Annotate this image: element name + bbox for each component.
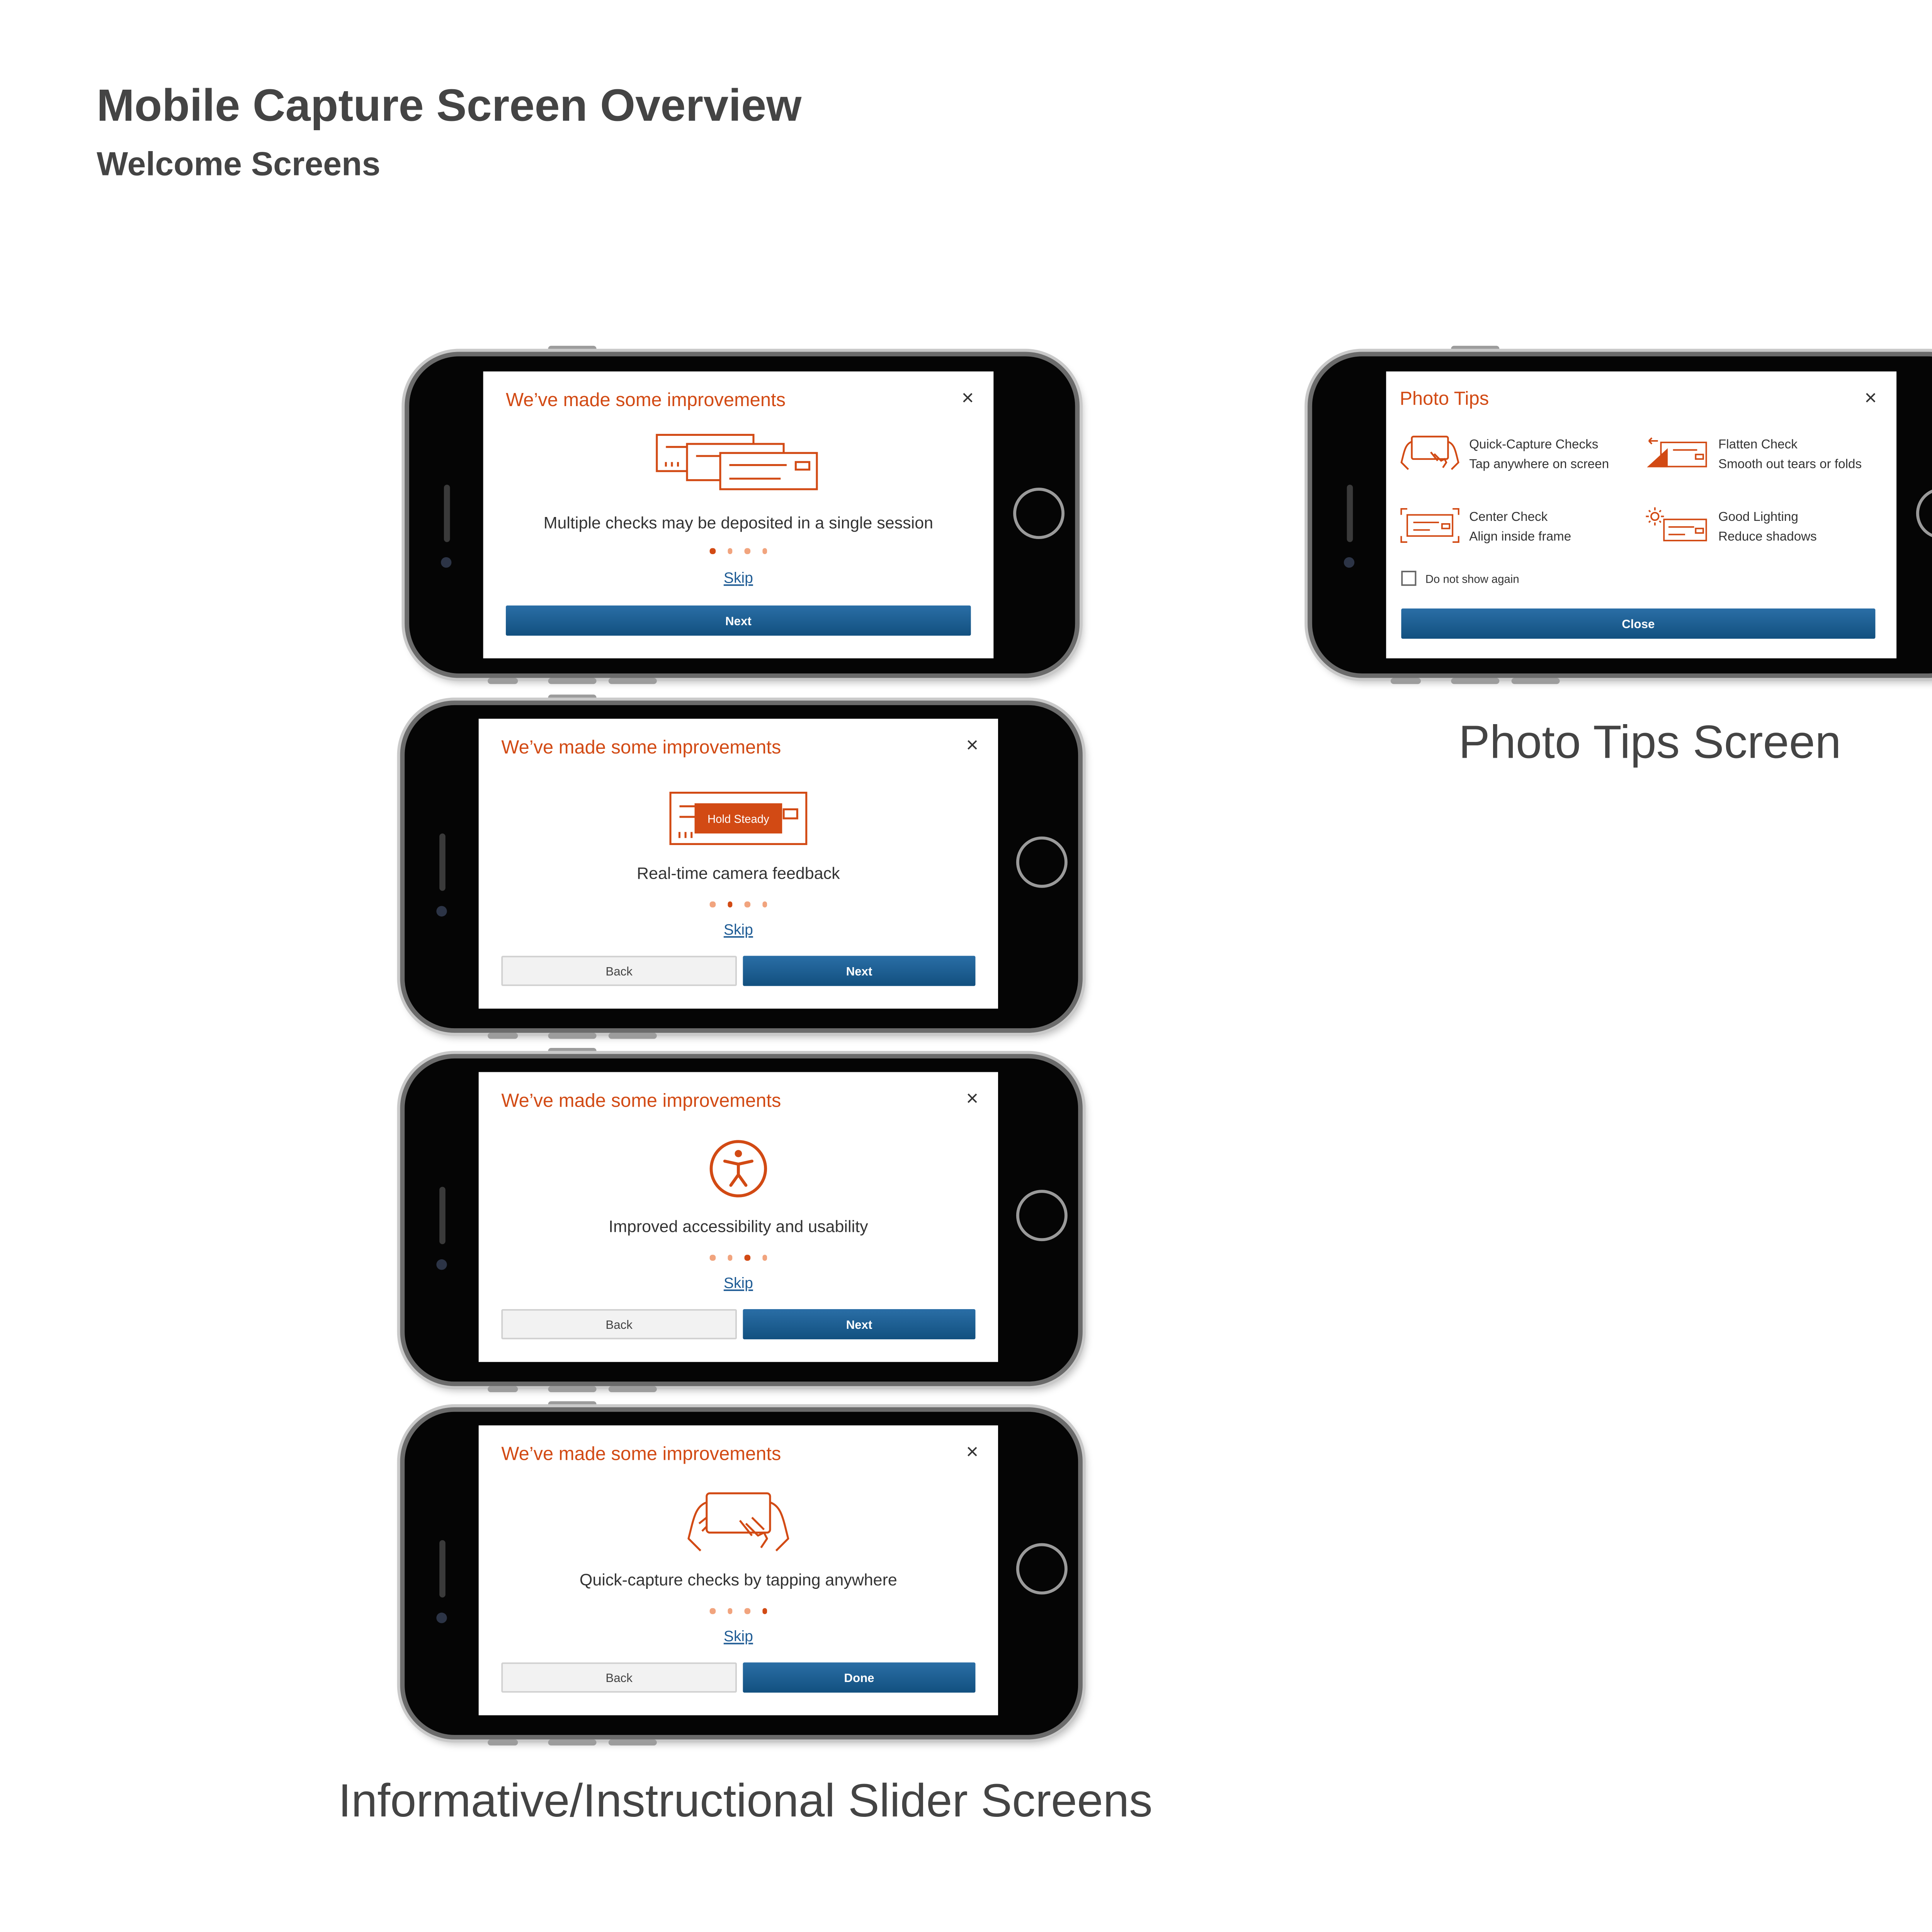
hold-steady-badge: Hold Steady (695, 803, 782, 833)
page-title: Mobile Capture Screen Overview (97, 82, 802, 131)
slide-screen (479, 719, 998, 1009)
tip-desc: Reduce shadows (1718, 528, 1817, 544)
home-button[interactable] (1016, 837, 1068, 888)
home-button[interactable] (1013, 488, 1065, 539)
phone-slide-3 (400, 1054, 1083, 1386)
close-icon[interactable]: × (966, 1439, 979, 1463)
page-dot-2 (727, 901, 733, 907)
tip-desc: Tap anywhere on screen (1469, 456, 1609, 471)
page-dot-4 (762, 901, 767, 907)
phone-slide-1 (405, 352, 1080, 678)
hold-steady-icon (479, 785, 998, 852)
slide-text: Multiple checks may be deposited in a single session (543, 515, 934, 533)
center-check-icon (1400, 507, 1460, 544)
page-indicator (479, 1608, 998, 1614)
close-icon[interactable]: × (966, 1085, 979, 1110)
tip-center-check (1400, 507, 1571, 547)
tip-title: Good Lighting (1718, 509, 1798, 524)
lighting-icon (1646, 507, 1709, 544)
next-button[interactable]: Next (743, 1309, 976, 1339)
page-dot-1 (710, 1608, 715, 1614)
do-not-show-again-checkbox[interactable] (1401, 571, 1519, 586)
slide-screen (479, 1425, 998, 1715)
close-icon[interactable]: × (961, 385, 974, 409)
tip-title: Flatten Check (1718, 436, 1798, 452)
slide-text: Quick-capture checks by tapping anywhere (579, 1571, 897, 1590)
page-dot-2 (727, 1255, 733, 1260)
done-button[interactable]: Done (743, 1662, 976, 1692)
page-indicator (479, 1255, 998, 1260)
back-button[interactable]: Back (501, 1309, 737, 1339)
tap-hands-icon (1400, 435, 1460, 471)
checkbox-box[interactable] (1401, 571, 1416, 586)
skip-link[interactable]: Skip (723, 1629, 753, 1646)
page-dot-1 (710, 1255, 715, 1260)
skip-link[interactable]: Skip (723, 571, 753, 588)
slide-text: Real-time camera feedback (637, 865, 840, 884)
tip-title: Quick-Capture Checks (1469, 436, 1599, 452)
phone-photo-tips (1308, 352, 1932, 678)
page-dot-3 (744, 1255, 750, 1260)
accessibility-icon (479, 1136, 998, 1202)
multiple-checks-icon (483, 429, 993, 495)
close-icon[interactable]: × (966, 732, 979, 757)
back-button[interactable]: Back (501, 956, 737, 986)
photo-tips-title: Photo Tips (1400, 388, 1489, 409)
photo-tips-caption: Photo Tips Screen (1458, 716, 1841, 769)
page-dot-1 (710, 548, 715, 553)
tip-quick-capture (1400, 435, 1609, 474)
next-button[interactable]: Next (743, 956, 976, 986)
page-dot-4 (762, 1608, 767, 1614)
tap-hands-icon (479, 1489, 998, 1555)
close-icon[interactable]: × (1864, 385, 1877, 409)
slide-title: We’ve made some improvements (501, 736, 781, 758)
page-dot-2 (727, 548, 733, 553)
page-dot-4 (762, 548, 767, 553)
page-dot-1 (710, 901, 715, 907)
slide-title: We’ve made some improvements (506, 389, 786, 411)
tip-desc: Align inside frame (1469, 528, 1571, 544)
skip-link[interactable]: Skip (723, 1276, 753, 1293)
phone-slide-4 (400, 1407, 1083, 1740)
page-indicator (483, 548, 993, 553)
photo-tips-screen (1386, 371, 1896, 658)
page-subtitle: Welcome Screens (97, 145, 381, 183)
slider-screens-caption: Informative/Instructional Slider Screens (338, 1774, 1153, 1827)
slide-title: We’ve made some improvements (501, 1443, 781, 1465)
page-dot-3 (744, 1608, 750, 1614)
flatten-check-icon (1646, 435, 1709, 471)
next-button[interactable]: Next (506, 605, 971, 636)
tip-good-lighting (1646, 507, 1816, 547)
slide-text: Improved accessibility and usability (609, 1218, 868, 1237)
tip-title: Center Check (1469, 509, 1548, 524)
page-indicator (479, 901, 998, 907)
slide-screen (483, 371, 993, 658)
slide-title: We’ve made some improvements (501, 1090, 781, 1112)
slide-screen (479, 1072, 998, 1362)
home-button[interactable] (1016, 1543, 1068, 1595)
page-dot-4 (762, 1255, 767, 1260)
page-dot-3 (744, 548, 750, 553)
home-button[interactable] (1016, 1190, 1068, 1241)
close-button[interactable]: Close (1401, 609, 1875, 639)
back-button[interactable]: Back (501, 1662, 737, 1692)
tip-desc: Smooth out tears or folds (1718, 456, 1862, 471)
tip-flatten-check (1646, 435, 1862, 474)
checkbox-label: Do not show again (1425, 571, 1519, 585)
page-dot-3 (744, 901, 750, 907)
skip-link[interactable]: Skip (723, 922, 753, 939)
phone-slide-2 (400, 701, 1083, 1033)
page-dot-2 (727, 1608, 733, 1614)
